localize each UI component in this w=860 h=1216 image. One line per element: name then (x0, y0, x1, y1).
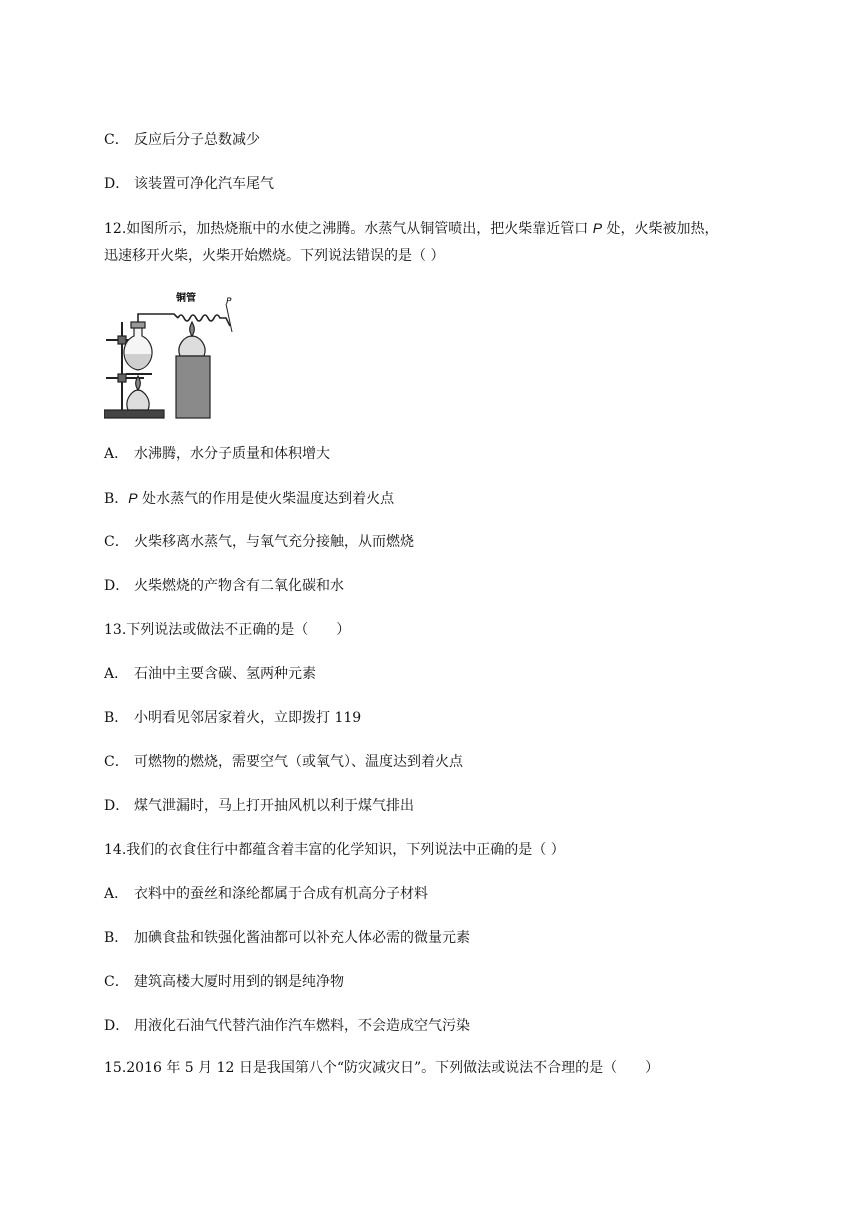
q12-stem-part: 处，火柴被加热， (602, 221, 719, 237)
q13-option-b (104, 708, 361, 728)
option-letter: D． (104, 578, 130, 594)
option-letter: B． (104, 930, 129, 946)
q12-stem-line1 (104, 218, 719, 239)
option-text: 反应后分子总数减少 (134, 132, 260, 148)
q13-stem: 13.下列说法或做法不正确的是（ ） (104, 622, 351, 638)
option-letter: A． (104, 886, 129, 902)
q12-option-a (104, 444, 330, 464)
option-letter: B． (104, 710, 129, 726)
box-stand (176, 356, 210, 418)
option-text: 建筑高楼大厦时用到的钢是纯净物 (134, 974, 344, 990)
apparatus-figure (104, 292, 244, 422)
option-text: 用液化石油气代替汽油作汽车燃料，不会造成空气污染 (134, 1018, 470, 1034)
q14-stem: 14.我们的衣食住行中都蕴含着丰富的化学知识，下列说法中正确的是（ ） (104, 842, 565, 858)
option-text: 火柴移离水蒸气，与氧气充分接触，从而燃烧 (134, 534, 414, 550)
q14-option-b (104, 928, 470, 948)
q13-option-a (104, 664, 316, 684)
q14-option-c (104, 972, 344, 992)
stand-base (104, 410, 164, 418)
option-text: 煤气泄漏时，马上打开抽风机以利于煤气排出 (134, 798, 414, 814)
option-c-prev (104, 130, 260, 150)
alcohol-lamp (127, 390, 149, 410)
option-text: 石油中主要含碳、氢两种元素 (134, 666, 316, 682)
q12-stem-part: 12.如图所示，加热烧瓶中的水使之沸腾。水蒸气从铜管喷出，把火柴靠近管口 (104, 221, 593, 237)
q12-option-b (104, 488, 394, 509)
option-letter: D． (104, 176, 130, 192)
option-letter: A． (104, 446, 129, 462)
option-letter: B． (104, 491, 129, 507)
option-text: 衣料中的蚕丝和涤纶都属于合成有机高分子材料 (134, 886, 428, 902)
copper-tube (178, 315, 230, 326)
option-letter: C． (104, 132, 129, 148)
q12-option-c (104, 532, 414, 552)
q12-stem-line2: 迅速移开火柴，火柴开始燃烧。下列说法错误的是（ ） (104, 248, 445, 264)
option-text: 可燃物的燃烧，需要空气（或氧气）、温度达到着火点 (134, 754, 463, 770)
option-letter: C． (104, 534, 129, 550)
q13-option-c (104, 752, 463, 772)
option-letter: D． (104, 798, 130, 814)
option-letter: A． (104, 666, 129, 682)
q12-stem-p: P (592, 220, 603, 236)
q13-option-d (104, 796, 414, 816)
q14-option-d (104, 1016, 470, 1036)
option-text: 处水蒸气的作用是使火柴温度达到着火点 (137, 491, 395, 507)
figure-label-p: P (226, 297, 232, 307)
option-letter: D． (104, 1018, 130, 1034)
alcohol-lamp-2 (179, 336, 205, 356)
q14-option-a (104, 884, 428, 904)
option-text: 加碘食盐和铁强化酱油都可以补充人体必需的微量元素 (134, 930, 470, 946)
figure-label-tube: 铜管 (176, 293, 196, 304)
q12-option-d (104, 576, 344, 596)
option-letter: C． (104, 754, 129, 770)
option-text: 火柴燃烧的产物含有二氧化碳和水 (134, 578, 344, 594)
option-text: 小明看见邻居家着火，立即拨打 119 (134, 710, 362, 726)
option-letter: C． (104, 974, 129, 990)
q15-stem: 15.2016 年 5 月 12 日是我国第八个“防灾减灾日”。下列做法或说法不合理的是（ ） (104, 1060, 660, 1076)
option-p: P (128, 490, 138, 506)
option-d-prev (104, 174, 274, 194)
option-text: 水沸腾，水分子质量和体积增大 (134, 446, 330, 462)
option-text: 该装置可净化汽车尾气 (134, 176, 274, 192)
